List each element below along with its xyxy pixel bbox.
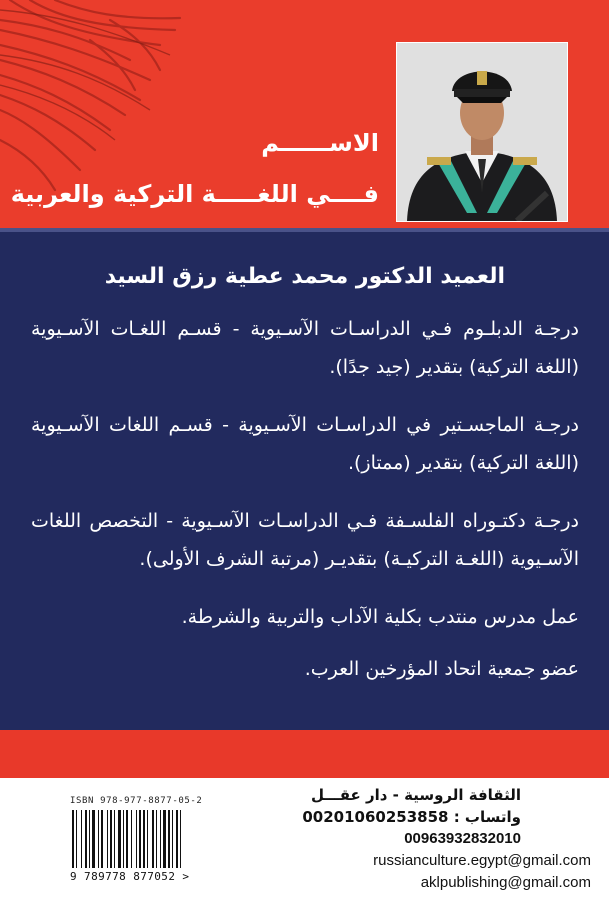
bio-item-masters: درجـة الماجسـتير في الدراسـات الآسـيوية - قسـم اللغات الآسـيوية (اللغة التركية) بتقدير (ممتاز). <box>31 414 579 474</box>
top-banner <box>0 0 609 228</box>
title-line-1: الاســــــم <box>261 129 379 157</box>
barcode <box>70 796 228 882</box>
email-russianculture[interactable]: russianculture.egypt@gmail.com <box>373 852 591 869</box>
bio-item-teaching: عمل مدرس منتدب بكلية الآداب والتربية والشرطة. <box>181 606 579 628</box>
officer-portrait-image <box>397 43 567 221</box>
phone-number: 00963932832010 <box>404 830 521 847</box>
bio-item-doctorate: درجـة دكتـوراه الفلسـفة فـي الدراسـات الآسـيوية - التخصص اللغات الآسـيوية (اللغـة التركيـة) بتقديـر (مرتبة الشرف الأولى). <box>31 510 579 570</box>
publisher-name: الثقافة الروسية - دار عقـــل <box>310 786 521 804</box>
author-photo <box>396 42 568 222</box>
red-divider-strip <box>0 730 609 778</box>
whatsapp-number: واتساب : 00201060253858 <box>302 808 521 826</box>
footer-area <box>0 778 609 914</box>
barcode-bars <box>70 810 228 868</box>
barcode-number: 9 789778 877052 > <box>70 870 190 883</box>
bio-text <box>31 310 579 702</box>
publisher-contact <box>302 784 591 894</box>
bio-item-diploma: درجـة الدبلـوم فـي الدراسـات الآسـيوية - قسـم اللغـات الآسـيوية (اللغة التركية) بتقدير (جيد جدًا). <box>31 318 579 378</box>
biography-panel <box>0 228 609 730</box>
email-aklpublishing[interactable]: aklpublishing@gmail.com <box>420 874 591 891</box>
title-line-2: فــــي اللغـــــة التركية والعربية <box>10 180 379 208</box>
bio-item-membership: عضو جمعية اتحاد المؤرخين العرب. <box>304 658 579 680</box>
isbn-text: ISBN 978-977-8877-05-2 <box>70 796 203 806</box>
author-name: العميد الدكتور محمد عطية رزق السيد <box>104 264 505 289</box>
book-title <box>11 126 379 214</box>
panel-top-edge <box>0 228 609 232</box>
